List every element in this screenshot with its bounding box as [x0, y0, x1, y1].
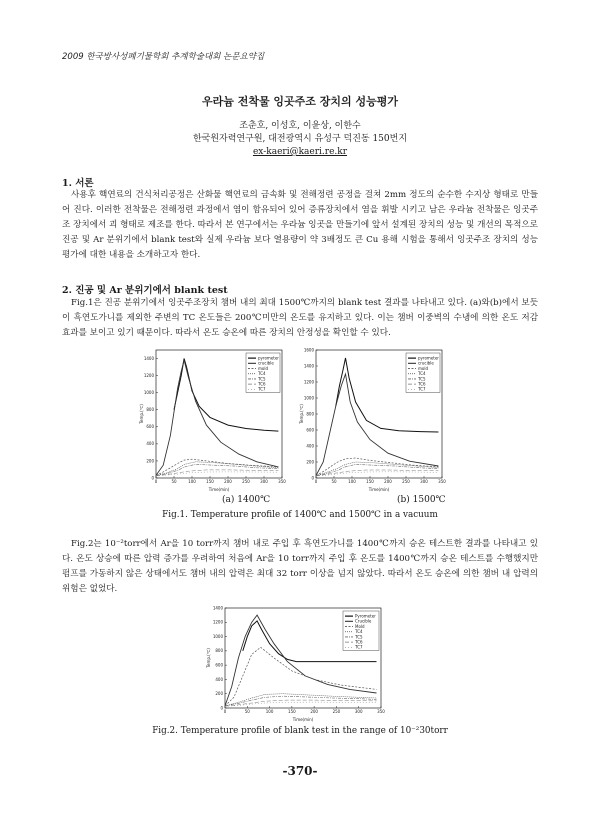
x-tick-label: 250 — [332, 709, 341, 714]
figure-1b-chart — [298, 344, 446, 496]
y-tick-label: 1200 — [143, 372, 154, 378]
y-axis-label: Temp.(℃) — [139, 404, 144, 424]
paper-title: 우라늄 전착물 잉곳주조 장치의 성능평가 — [202, 95, 398, 108]
y-tick-label: 0 — [311, 475, 314, 481]
legend-entry: TC6 — [418, 381, 426, 387]
x-tick-label: 0 — [314, 479, 318, 484]
running-head: 2009 한국방사성폐기물학회 추계학술대회 논문요약집 — [62, 52, 265, 62]
section-heading-intro: 1. 서론 — [62, 178, 94, 189]
y-tick-label: 0 — [151, 475, 154, 481]
legend-entry: TC7 — [258, 386, 266, 392]
x-tick-label: 150 — [206, 479, 214, 484]
y-tick-label: 1600 — [303, 347, 314, 353]
section-intro-body — [62, 188, 538, 263]
x-tick-label: 100 — [348, 479, 356, 484]
x-axis-label: Time(min) — [208, 487, 230, 492]
x-axis-label: Time(min) — [368, 487, 390, 492]
x-tick-label: 200 — [384, 479, 392, 484]
x-tick-label: 250 — [242, 479, 250, 484]
author-names: 조춘호, 이성호, 이윤상, 이한수 — [239, 121, 361, 131]
y-tick-label: 1000 — [303, 395, 314, 401]
figure-2-chart — [205, 604, 385, 726]
legend-entry: pyrometer — [418, 355, 439, 361]
legend-entry: TC4 — [418, 371, 426, 377]
x-tick-label: 350 — [377, 709, 385, 714]
y-tick-label: 200 — [306, 459, 314, 465]
x-tick-label: 50 — [244, 709, 250, 714]
x-tick-label: 50 — [331, 479, 337, 484]
legend-entry: Pyrometer — [355, 613, 376, 619]
x-tick-label: 0 — [223, 709, 227, 714]
y-axis-label: Temp.(℃) — [206, 648, 211, 668]
series-line-tc6 — [225, 700, 377, 706]
x-tick-label: 100 — [188, 479, 196, 484]
legend-entry: crucible — [418, 360, 434, 366]
series-line-tc6 — [156, 470, 278, 476]
x-axis-label: Time(min) — [292, 717, 314, 722]
y-tick-label: 600 — [146, 424, 154, 430]
legend-entry: mold — [418, 365, 428, 371]
y-tick-label: 600 — [215, 662, 223, 668]
figure-1b-subcaption: (b) 1500℃ — [397, 495, 446, 505]
y-tick-label: 800 — [146, 407, 154, 413]
y-axis-label: Temp.(℃) — [299, 404, 304, 424]
paragraph: Fig.1은 진공 분위기에서 잉곳주조장치 챔버 내의 최대 1500℃까지의 blank test 결과를 나타내고 있다. (a)와(b)에서 보듯이 흑연도가니를 제외한 주변의 TC 온도들은 200℃미만의 온도를 유지하고 있다. 이는 챔버 이중벽의 수냉에 의한 온도 저감 효과를 보이고 있기 때문이다. 따라서 온도 승온에 따른 장치의 안정성을 확인할 수 있다. — [62, 298, 538, 338]
legend-entry: Mold — [355, 623, 365, 629]
legend-entry: crucible — [258, 360, 274, 366]
paragraph: 사용후 핵연료의 건식처리공정은 산화물 핵연료의 금속화 및 전해정련 공정을 걸쳐 2mm 정도의 순수한 수지상 형태로 만들어 진다. 이러한 전착물은 전해정련 과정에서 염이 함유되어 있어 증류장치에서 염을 휘발 시키고 남은 우라늄 전착물은 잉곳주조 장치에서 괴 형태로 제조를 한다. 따라서 본 연구에서는 우라늄 잉곳을 만들기에 앞서 설계된 장치의 성능 및 개선의 목적으로 진공 및 Ar 분위기에서 blank test와 실제 우라늄 보다 열용량이 약 3배정도 큰 Cu 용해 시험을 통해서 잉곳주조 장치의 성능평가에 대한 내용을 소개하고자 한다. — [62, 190, 538, 260]
x-tick-label: 300 — [420, 479, 428, 484]
y-tick-label: 0 — [220, 705, 223, 711]
x-tick-label: 150 — [288, 709, 296, 714]
x-tick-label: 300 — [260, 479, 268, 484]
y-tick-label: 400 — [306, 443, 314, 449]
y-tick-label: 1200 — [303, 379, 314, 385]
y-tick-label: 600 — [306, 427, 314, 433]
legend-entry: TC6 — [258, 381, 266, 387]
figure-1a-chart — [138, 344, 286, 496]
x-tick-label: 150 — [366, 479, 374, 484]
paragraph: Fig.2는 10⁻²torr에서 Ar을 10 torr까지 챔버 내로 주입 후 흑연도가니를 1400℃까지 승온 테스트한 결과를 나타내고 있다. 온도 상승에 따른 압력 증가를 우려하여 처음에 Ar을 10 torr까지 주입 후 온도를 1400℃까지 승온 테스트를 수행했지만 펌프를 가동하지 않은 상태에서도 챔버 내의 압력은 최대 32 torr 이상을 넘지 않았다. 따라서 온도 승온에 의한 챔버 내 압력의 위험은 없었다. — [62, 539, 538, 594]
legend-entry: Crucible — [355, 618, 372, 624]
legend-entry: mold — [258, 365, 268, 371]
legend-entry: TC7 — [355, 644, 363, 650]
y-tick-label: 200 — [146, 458, 154, 464]
x-tick-label: 200 — [224, 479, 232, 484]
y-tick-label: 200 — [215, 691, 223, 697]
figure-2-caption: Fig.2. Temperature profile of blank test in the range of 10⁻²30torr — [152, 726, 448, 736]
x-tick-label: 350 — [438, 479, 446, 484]
figure-2-svg — [205, 604, 385, 722]
legend-entry: TC4 — [258, 371, 266, 377]
section-blank-test-body-1 — [62, 296, 538, 341]
figure-1a-svg — [138, 344, 286, 492]
y-tick-label: 1200 — [212, 619, 223, 625]
y-tick-label: 1000 — [143, 390, 154, 395]
legend-entry: TC5 — [418, 376, 426, 382]
figure-1-caption: Fig.1. Temperature profile of 1400℃ and 1500℃ in a vacuum — [162, 510, 438, 520]
x-tick-label: 250 — [402, 479, 410, 484]
y-tick-label: 1400 — [212, 605, 223, 611]
series-line-tc7 — [316, 472, 438, 476]
y-tick-label: 1400 — [303, 363, 314, 369]
section-blank-test-body-2 — [62, 537, 538, 597]
series-line-mold — [316, 458, 438, 476]
figure-1a-subcaption: (a) 1400℃ — [222, 495, 271, 505]
x-tick-label: 300 — [354, 709, 363, 714]
x-tick-label: 100 — [265, 709, 274, 714]
author-email[interactable]: ex-kaeri@kaeri.re.kr — [252, 147, 348, 157]
author-affiliation: 한국원자력연구원, 대전광역시 유성구 덕진동 150번지 — [192, 134, 408, 144]
section-heading-blank-test: 2. 진공 및 Ar 분위기에서 blank test — [62, 285, 228, 296]
figure-1b-svg — [298, 344, 446, 492]
legend-entry: TC5 — [355, 634, 363, 640]
legend-entry: TC4 — [355, 629, 363, 635]
x-tick-label: 50 — [171, 479, 177, 484]
author-block — [0, 120, 600, 159]
legend-entry: TC7 — [418, 386, 426, 392]
series-line-tc5 — [225, 696, 377, 706]
y-tick-label: 1400 — [143, 355, 154, 361]
y-tick-label: 400 — [215, 676, 223, 682]
legend-entry: pyrometer — [258, 355, 279, 361]
y-tick-label: 800 — [306, 411, 314, 417]
y-tick-label: 400 — [146, 441, 154, 447]
y-tick-label: 1000 — [212, 633, 223, 639]
x-tick-label: 200 — [310, 709, 318, 714]
series-line-tc7 — [225, 702, 377, 706]
page-number: -370- — [282, 764, 318, 778]
series-line-tc4 — [225, 694, 377, 706]
x-tick-label: 350 — [278, 479, 286, 484]
legend-entry: TC6 — [355, 639, 363, 645]
legend-entry: TC5 — [258, 376, 266, 382]
y-tick-label: 800 — [215, 648, 223, 654]
series-line-mold — [156, 459, 278, 475]
series-line-tc6 — [316, 470, 438, 476]
x-tick-label: 0 — [154, 479, 158, 484]
series-line-tc7 — [156, 472, 278, 476]
